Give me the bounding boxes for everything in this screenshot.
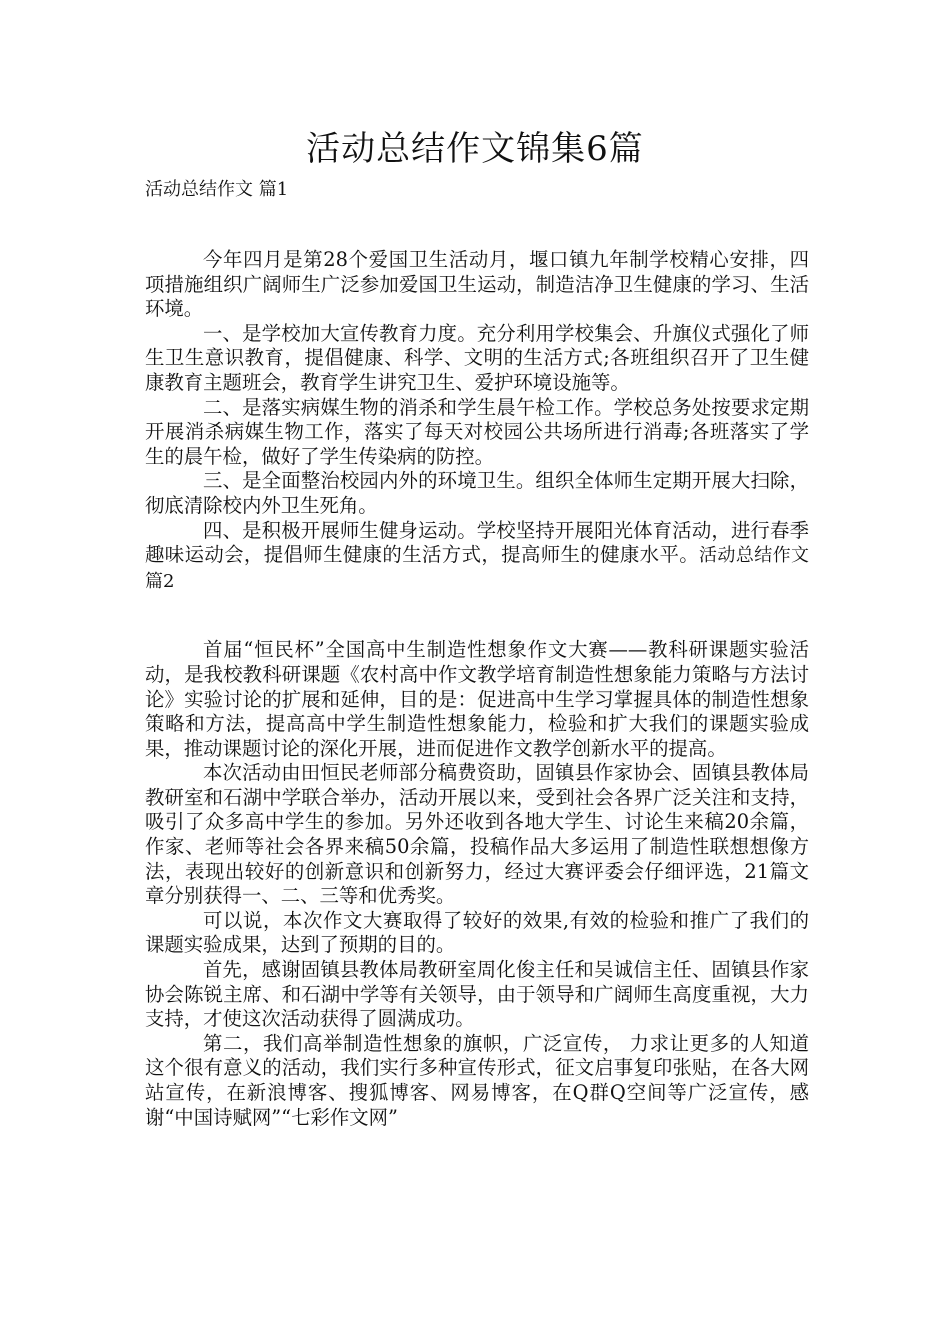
- paragraph: 三、是全面整治校园内外的环境卫生。组织全体师生定期开展大扫除，彻底清除校内外卫生死角。: [145, 469, 809, 517]
- paragraph-text: 四、是积极开展师生健身运动。学校坚持开展阳光体育活动，进行春季趣味运动会，提倡师生健康的生活方式，提高师生的健康水平。: [145, 518, 809, 567]
- paragraph: 今年四月是第28个爱国卫生活动月，堰口镇九年制学校精心安排，四项措施组织广阔师生广泛参加爱国卫生运动，制造洁净卫生健康的学习、生活环境。: [145, 248, 809, 321]
- section-heading-1: 活动总结作文 篇1: [145, 179, 289, 200]
- section-heading-2: 活动总结作文 篇2: [145, 545, 810, 592]
- paragraph: 第二，我们高举制造性想象的旗帜，广泛宣传， 力求让更多的人知道这个很有意义的活动，我们实行多种宣传形式，征文启事复印张贴，在各大网站宣传，在新浪博客、搜狐博客、网易博客，在Q群Q空间等广泛宣传，感谢“中国诗赋网”“七彩作文网”: [145, 1031, 809, 1129]
- paragraph: 一、是学校加大宣传教育力度。充分利用学校集会、升旗仪式强化了师生卫生意识教育，提倡健康、科学、文明的生活方式;各班组织召开了卫生健康教育主题班会，教育学生讲究卫生、爱护环境设施等。: [145, 321, 809, 394]
- paragraph: 可以说，本次作文大赛取得了较好的效果,有效的检验和推广了我们的课题实验成果，达到了预期的目的。: [145, 908, 809, 957]
- document-title: 活动总结作文锦集6篇: [306, 129, 644, 169]
- paragraph: 二、是落实病媒生物的消杀和学生晨午检工作。学校总务处按要求定期开展消杀病媒生物工作，落实了每天对校园公共场所进行消毒;各班落实了学生的晨午检，做好了学生传染病的防控。: [145, 395, 809, 468]
- paragraph: 本次活动由田恒民老师部分稿费资助，固镇县作家协会、固镇县教体局教研室和石湖中学联合举办，活动开展以来，受到社会各界广泛关注和支持，吸引了众多高中学生的参加。另外还收到各地大学生、讨论生来稿20余篇，作家、老师等社会各界来稿50余篇，投稿作品大多运用了制造性联想想像方法，表现出较好的创新意识和创新努力，经过大赛评委会仔细评选，21篇文章分别获得一、二、三等和优秀奖。: [145, 761, 809, 908]
- paragraph-with-inline-heading: [145, 519, 809, 595]
- document-body: [145, 178, 809, 1130]
- paragraph: 首先，感谢固镇县教体局教研室周化俊主任和吴诚信主任、固镇县作家协会陈锐主席、和石湖中学等有关领导，由于领导和广阔师生高度重视，大力支持，才使这次活动获得了圆满成功。: [145, 958, 809, 1031]
- paragraph: 首届“恒民杯”全国高中生制造性想象作文大赛——教科研课题实验活动，是我校教科研课题《农村高中作文教学培育制造性想象能力策略与方法讨论》实验讨论的扩展和延伸，目的是：促进高中生学习掌握具体的制造性想象策略和方法，提高高中学生制造性想象能力，检验和扩大我们的课题实验成果，推动课题讨论的深化开展，进而促进作文教学创新水平的提高。: [145, 638, 809, 760]
